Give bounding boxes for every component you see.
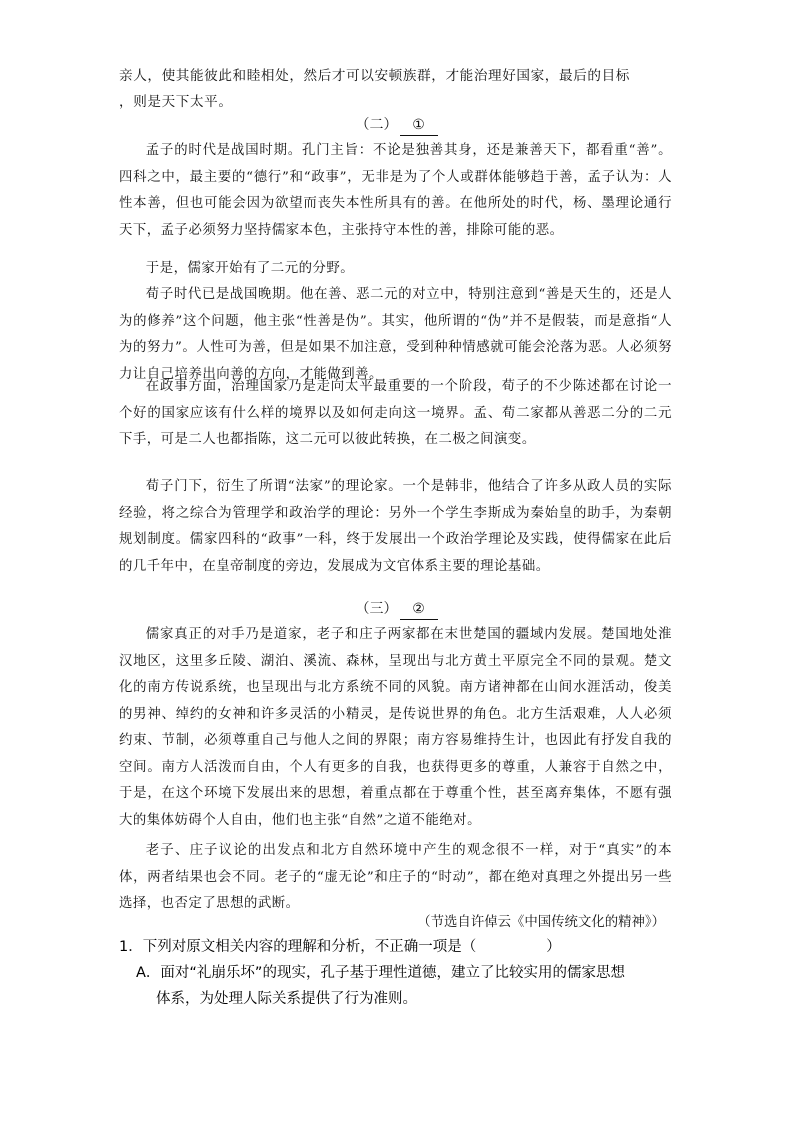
- option-a-line-1: A．面对“礼崩乐坏”的现实，孔子基于理性道德，建立了比较实用的儒家思想: [136, 965, 625, 981]
- section-2-paragraph-3: 荀子时代已是战国晚期。他在善、恶二元的对立中，特别注意到“善是天生的，还是人为的修养”这个问题，他主张“性善是伪”。其实，他所谓的“伪”并不是假装，而是意指“人为的努力”。人性可为善，但是如果不加注意，受到种种情感就可能会沦落为恶。人必须努力让自己培养出向善的方向，才能做到善。: [119, 287, 672, 382]
- section-2-paragraph-5: 荀子门下，衍生了所谓“法家”的理论家。一个是韩非，他结合了许多从政人员的实际经验，将之综合为管理学和政治学的理论：另外一个学生李斯成为秦始皇的助手，为秦朝规划制度。儒家四科的“政事”一科，终于发展出一个政治学理论及实践，使得儒家在此后的几千年中，在皇帝制度的旁边，发展成为文官体系主要的理论基础。: [119, 479, 672, 574]
- question-1-stem-end: ）: [546, 939, 561, 955]
- section-2-paragraph-2: 于是，儒家开始有了二元的分野。: [145, 261, 355, 276]
- option-a-line-2: 体系，为处理人际关系提供了行为准则。: [156, 991, 417, 1007]
- section-3-number: （三）: [355, 601, 398, 617]
- section-3-blank: ②: [400, 599, 438, 620]
- intro-line-2: ，则是天下太平。: [119, 94, 233, 110]
- section-2-blank: ①: [400, 115, 438, 136]
- section-2-paragraph-1: 孟子的时代是战国时期。孔门主旨：不论是独善其身，还是兼善天下，都看重“善”。四科之中，最主要的“德行”和“政事”，无非是为了个人或群体能够趋于善，孟子认为：人性本善，但也可能会因为欲望而丧失本性所具有的善。在他所处的时代，杨、墨理论通行天下，孟子必须努力坚持儒家本色，主张持守本性的善，排除可能的恶。: [119, 143, 672, 238]
- question-1-stem: [119, 934, 561, 960]
- source-citation: （节选自许倬云《中国传统文化的精神》）: [417, 915, 665, 930]
- section-2-heading: [0, 115, 793, 136]
- section-3-paragraph-1: 儒家真正的对手乃是道家，老子和庄子两家都在末世楚国的疆域内发展。楚国地处淮汉地区，这里多丘陵、湖泊、溪流、森林，呈现出与北方黄土平原完全不同的景观。楚文化的南方传说系统，也呈现出与北方系统不同的风貌。南方诸神都在山间水涯活动，俊美的男神、绰约的女神和许多灵活的小精灵，是传说世界的角色。北方生活艰难，人人必须约束、节制，必须尊重自己与他人之间的界限；南方容易维持生计，也因此有抒发自我的空间。南方人活泼而自由，个人有更多的自我，也获得更多的尊重，人兼容于自然之中，于是，在这个环境下发展出来的思想，着重点都在于尊重个性，甚至离弃集体，不愿有强大的集体妨碍个人自由，他们也主张“自然”之道不能绝对。: [119, 627, 672, 828]
- section-3-heading: [0, 599, 793, 620]
- section-2-number: （二）: [355, 117, 398, 133]
- intro-line-1: 亲人，使其能彼此和睦相处，然后才可以安顿族群，才能治理好国家，最后的目标: [119, 68, 630, 84]
- question-1-stem-text: 1．下列对原文相关内容的理解和分析，不正确一项是（: [119, 939, 477, 955]
- section-2-paragraph-4: 在政事方面，治理国家乃是走向太平最重要的一个阶段，荀子的不少陈述都在讨论一个好的国家应该有什么样的境界以及如何走向这一境界。孟、荀二家都从善恶二分的二元下手，可是二人也都指陈，这二元可以彼此转换，在二极之间演变。: [119, 379, 672, 447]
- section-3-paragraph-2: 老子、庄子议论的出发点和北方自然环境中产生的观念很不一样，对于“真实”的本体，两者结果也会不同。老子的“虚无论”和庄子的“时动”，都在绝对真理之外提出另一些选择，也否定了思想的武断。: [119, 843, 672, 911]
